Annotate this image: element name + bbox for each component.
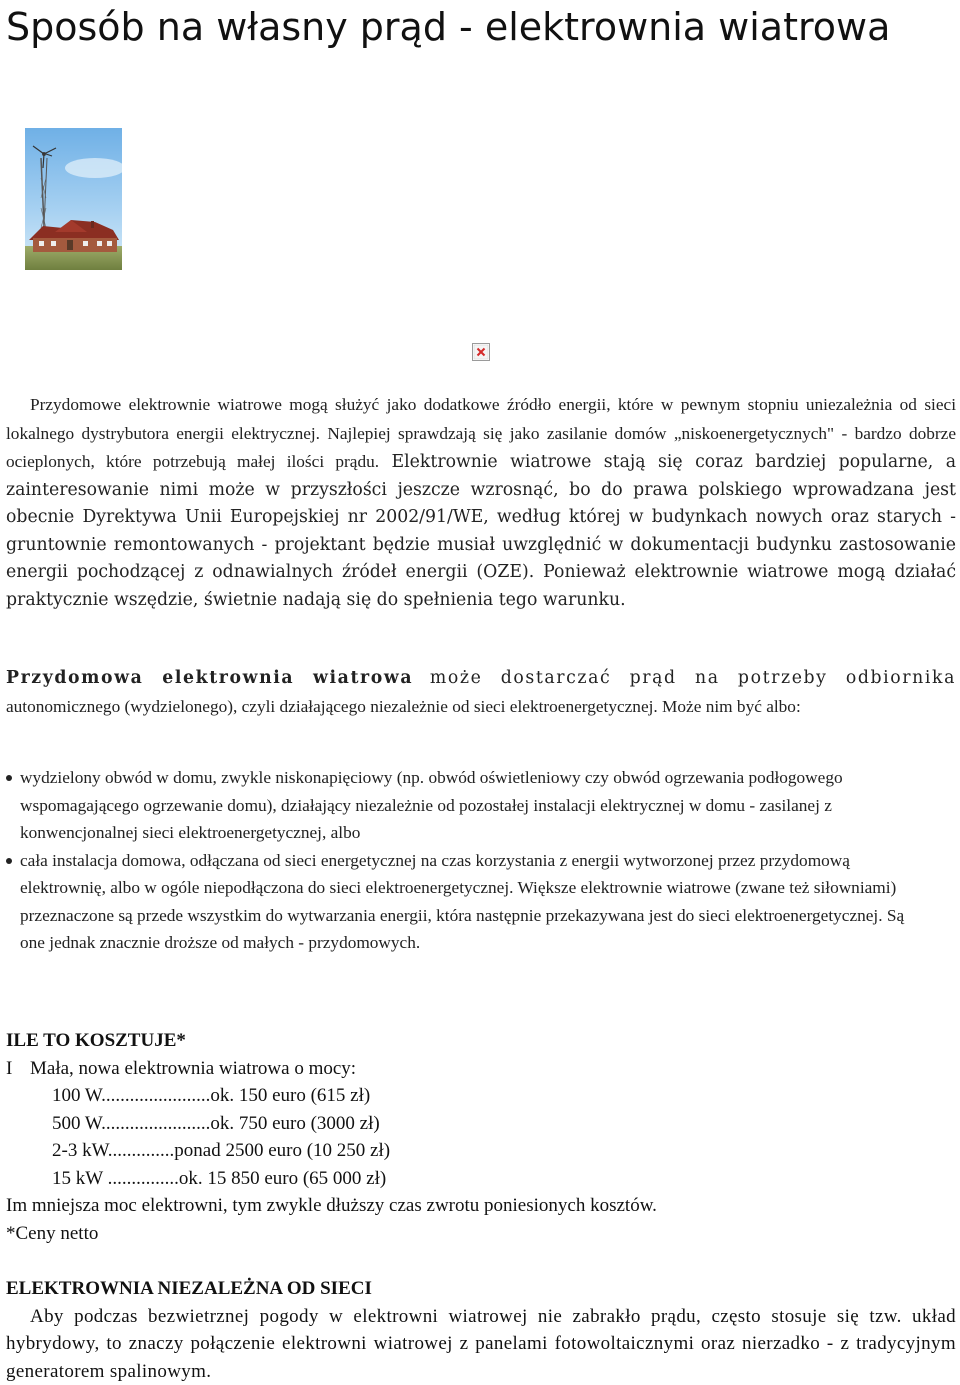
- directive-text: Elektrownie wiatrowe stają się coraz bardziej popularne, a zainteresowanie nimi może w przyszłości jeszcze wzrosnąć, bo do prawa polskiego wprowadzana jest obecnie Dyrektywa Unii Europejskiej nr 2002/91/WE, według której w budynkach nowych oraz starych - gruntownie remontowanych - projektant będzie musiał uwzględnić w dokumentacji budynku zastosowanie energii pochodzącej z odnawialnych źródeł energii (OZE). Ponieważ elektrownie wiatrowe mogą działać praktycznie wszędzie, świetnie nadają się do spełnienia tego warunku.: [6, 452, 956, 610]
- list-item: wydzielony obwód w domu, zwykle niskonapięciowy (np. obwód oświetleniowy czy obwód ogrzewania podłogowego wspomagającego ogrzewanie domu), działający niezależnie od pozostałej instalacji elektrycznej w domu - zasilanej z konwencjonalnej sieci elektroenergetycznej, albo: [20, 764, 930, 847]
- price-item: 500 W.......................ok. 750 euro (3000 zł): [6, 1110, 946, 1138]
- options-list: [20, 764, 930, 957]
- offgrid-body: [6, 1303, 956, 1385]
- home-plant-spaced-text: może dostarczać prąd na potrzeby odbiornika: [430, 668, 956, 688]
- intro-paragraph: [6, 391, 956, 614]
- offgrid-section: [6, 1275, 956, 1385]
- home-plant-text: autonomicznego (wydzielonego), czyli działającego niezależnie od sieci elektroenergetycznej. Może nim być albo:: [6, 697, 801, 716]
- price-item: 2-3 kW..............ponad 2500 euro (10 250 zł): [6, 1137, 946, 1165]
- home-plant-lead: Przydomowa elektrownia wiatrowa: [6, 668, 413, 688]
- costs-intro: [6, 1055, 946, 1083]
- roman-numeral: I: [6, 1055, 30, 1083]
- price-item: 15 kW ...............ok. 15 850 euro (65 000 zł): [6, 1165, 946, 1193]
- page-title: Sposób na własny prąd - elektrownia wiatrowa: [6, 0, 946, 54]
- offgrid-text: Aby podczas bezwietrznej pogody w elektrowni wiatrowej nie zabrakło prądu, często stosuje się tzw. układ hybrydowy, to znaczy połączenie elektrowni wiatrowej z panelami fotowoltaicznymi oraz nierzadko - z tradycyjnym generatorem spalinowym.: [6, 1306, 956, 1382]
- price-list: [6, 1082, 946, 1192]
- price-item: 100 W.......................ok. 150 euro (615 zł): [6, 1082, 946, 1110]
- costs-section: [6, 1027, 946, 1247]
- home-plant-paragraph: [6, 665, 956, 721]
- costs-intro-text: Mała, nowa elektrownia wiatrowa o mocy:: [30, 1058, 356, 1079]
- intro-text: Przydomowe elektrownie wiatrowe mogą służyć jako dodatkowe źródło energii, które w pewnym stopniu uniezależnia od sieci lokalnego dystrybutora energii elektrycznej. Najlepiej sprawdzają się jako zasilanie domów „niskoenergetycznych" - bardzo dobrze ocieplonych, które potrzebują małej ilości prądu.: [6, 395, 956, 471]
- offgrid-heading: ELEKTROWNIA NIEZALEŻNA OD SIECI: [6, 1275, 956, 1303]
- costs-note: Im mniejsza moc elektrowni, tym zwykle dłuższy czas zwrotu poniesionych kosztów.: [6, 1192, 946, 1220]
- broken-image-icon: [472, 343, 490, 361]
- list-item: cała instalacja domowa, odłączana od sieci energetycznej na czas korzystania z energii wytworzonej przez przydomową elektrownię, albo w ogóle niepodłączona do sieci elektroenergetycznej. Większe elektrownie wiatrowe (zwane też siłowniami) przeznaczone są przede wszystkim do wytwarzania energii, która następnie przekazywana jest do sieci elektroenergetycznej. Są one jednak znacznie droższe od małych - przydomowych.: [20, 847, 930, 957]
- costs-heading: ILE TO KOSZTUJE*: [6, 1027, 946, 1055]
- costs-footnote: *Ceny netto: [6, 1220, 946, 1248]
- wind-turbine-house-photo: [25, 128, 122, 270]
